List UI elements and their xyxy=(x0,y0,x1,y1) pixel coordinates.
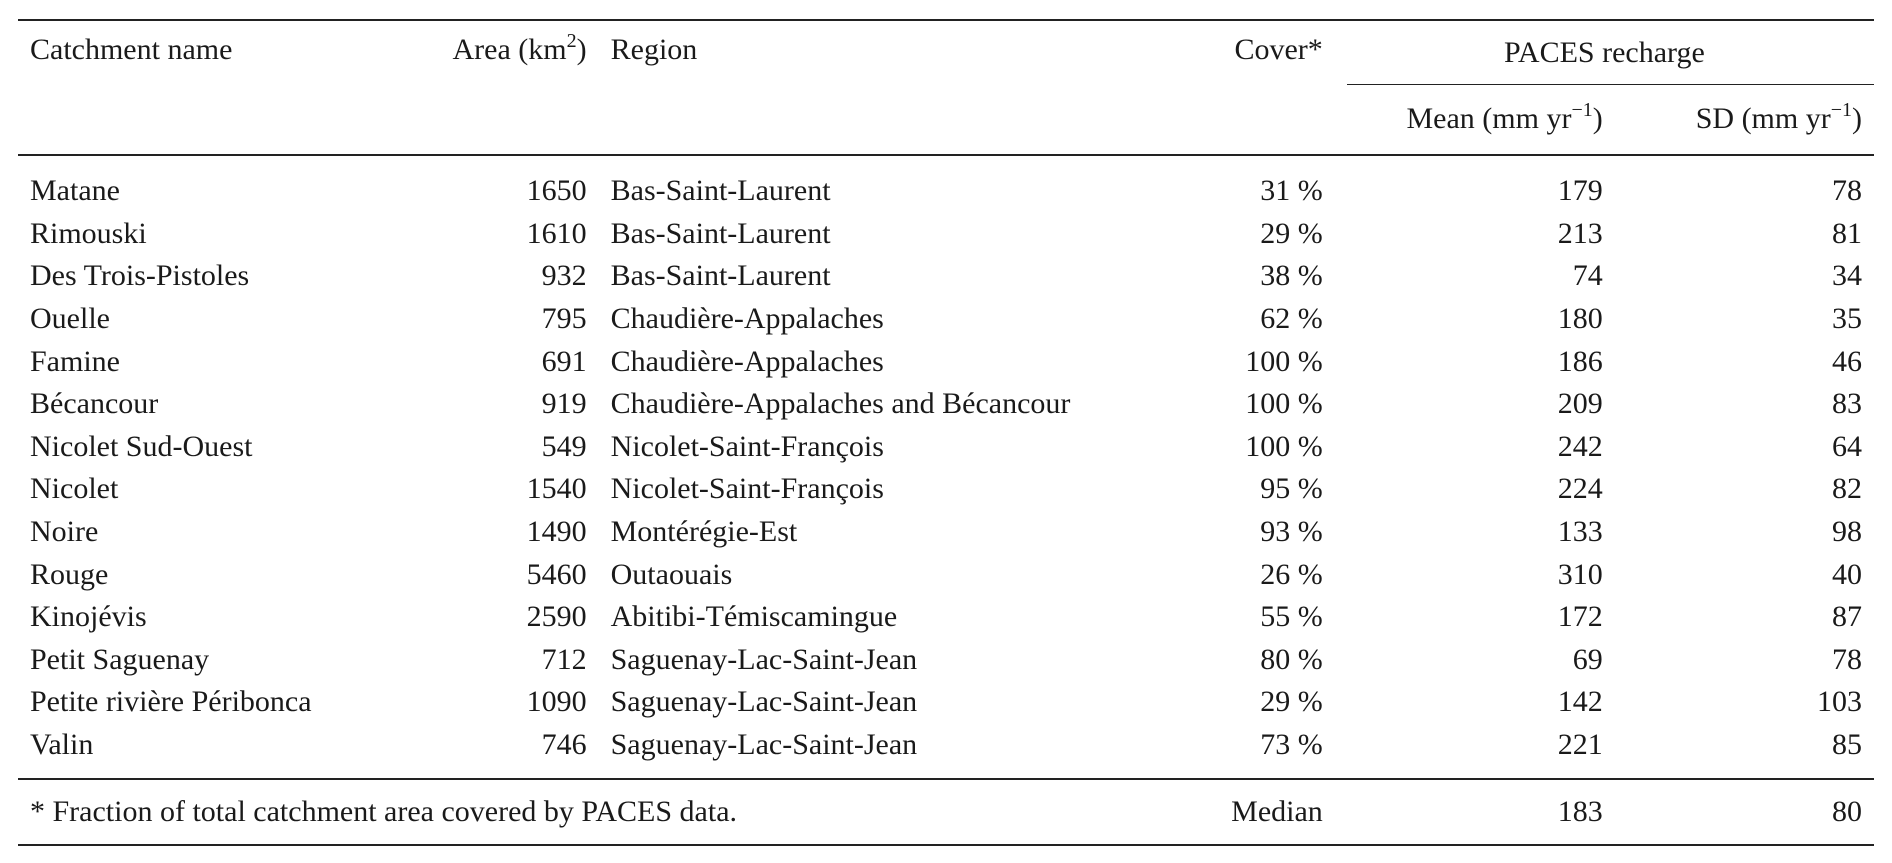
catchment-name-cell: Matane xyxy=(30,174,120,208)
table-row xyxy=(18,298,1874,341)
mean-recharge-cell: 142 xyxy=(1557,685,1603,719)
group-rule xyxy=(1347,84,1874,85)
sd-recharge-cell: 64 xyxy=(1832,429,1862,463)
area-cell: 1540 xyxy=(526,472,587,506)
region-cell: Saguenay-Lac-Saint-Jean xyxy=(610,685,918,719)
mean-recharge-cell: 179 xyxy=(1557,174,1603,208)
cover-cell: 100 % xyxy=(1245,429,1323,463)
mean-recharge-cell: 310 xyxy=(1557,557,1603,591)
catchment-name-cell: Kinojévis xyxy=(30,600,147,634)
mean-recharge-cell: 186 xyxy=(1557,344,1603,378)
sd-recharge-cell: 85 xyxy=(1832,728,1862,762)
header-region: Region xyxy=(610,33,698,66)
sd-recharge-cell: 34 xyxy=(1832,259,1862,293)
region-cell: Nicolet-Saint-François xyxy=(610,429,884,463)
table-row xyxy=(18,681,1874,724)
catchment-name-cell: Famine xyxy=(30,344,120,378)
area-cell: 549 xyxy=(541,429,587,463)
area-cell: 1490 xyxy=(526,515,587,549)
sd-recharge-cell: 81 xyxy=(1832,216,1862,250)
cover-cell: 26 % xyxy=(1260,557,1323,591)
region-cell: Bas-Saint-Laurent xyxy=(610,216,831,250)
sd-recharge-cell: 83 xyxy=(1832,387,1862,421)
area-cell: 746 xyxy=(541,728,587,762)
mean-recharge-cell: 209 xyxy=(1557,387,1603,421)
catchment-name-cell: Petite rivière Péribonca xyxy=(30,685,312,719)
table-row xyxy=(18,426,1874,469)
mean-recharge-cell: 242 xyxy=(1557,429,1603,463)
sd-recharge-cell: 46 xyxy=(1832,344,1862,378)
area-cell: 1610 xyxy=(526,216,587,250)
sd-recharge-cell: 78 xyxy=(1832,174,1862,208)
region-cell: Outaouais xyxy=(610,557,733,591)
table-row xyxy=(18,155,1874,213)
median-label: Median xyxy=(1231,795,1323,829)
cover-cell: 73 % xyxy=(1260,728,1323,762)
table-row xyxy=(18,468,1874,511)
cover-cell: 31 % xyxy=(1260,174,1323,208)
catchment-recharge-table xyxy=(18,19,1874,846)
header-cover: Cover* xyxy=(1234,33,1323,66)
table-row xyxy=(18,553,1874,596)
sd-recharge-cell: 82 xyxy=(1832,472,1862,506)
footnote: * Fraction of total catchment area covered by PACES data. xyxy=(30,795,738,829)
catchment-name-cell: Nicolet xyxy=(30,472,119,506)
table-footer xyxy=(18,779,1874,845)
region-cell: Bas-Saint-Laurent xyxy=(610,259,831,293)
region-cell: Saguenay-Lac-Saint-Jean xyxy=(610,642,918,676)
cover-cell: 55 % xyxy=(1260,600,1323,634)
region-cell: Chaudière-Appalaches xyxy=(610,344,884,378)
cover-cell: 80 % xyxy=(1260,642,1323,676)
catchment-name-cell: Nicolet Sud-Ouest xyxy=(30,429,253,463)
mean-recharge-cell: 69 xyxy=(1572,642,1603,676)
catchment-name-cell: Bécancour xyxy=(30,387,159,421)
table-row xyxy=(18,639,1874,682)
area-cell: 691 xyxy=(541,344,587,378)
catchment-name-cell: Rimouski xyxy=(30,216,147,250)
table-row xyxy=(18,340,1874,383)
table-row xyxy=(18,511,1874,554)
cover-cell: 38 % xyxy=(1260,259,1323,293)
region-cell: Chaudière-Appalaches and Bécancour xyxy=(610,387,1071,421)
catchment-name-cell: Rouge xyxy=(30,557,109,591)
cover-cell: 29 % xyxy=(1260,685,1323,719)
table-row xyxy=(18,213,1874,256)
region-cell: Chaudière-Appalaches xyxy=(610,302,884,336)
area-cell: 795 xyxy=(541,302,587,336)
sd-recharge-cell: 103 xyxy=(1817,685,1862,719)
header-catchment-name: Catchment name xyxy=(30,33,233,66)
mean-recharge-cell: 224 xyxy=(1557,472,1603,506)
sd-recharge-cell: 87 xyxy=(1832,600,1862,634)
header-paces-recharge: PACES recharge xyxy=(1335,20,1874,84)
table-row xyxy=(18,383,1874,426)
area-cell: 932 xyxy=(541,259,587,293)
sd-recharge-cell: 98 xyxy=(1832,515,1862,549)
cover-cell: 100 % xyxy=(1245,387,1323,421)
mean-recharge-cell: 74 xyxy=(1572,259,1603,293)
header-mean: Mean (mm $yr^{-1}$) xyxy=(1406,99,1603,135)
mean-recharge-cell: 221 xyxy=(1557,728,1603,762)
area-cell: 712 xyxy=(541,642,587,676)
sd-recharge-cell: 40 xyxy=(1832,557,1862,591)
cover-cell: 100 % xyxy=(1245,344,1323,378)
area-cell: 1090 xyxy=(526,685,587,719)
region-cell: Nicolet-Saint-François xyxy=(610,472,884,506)
catchment-name-cell: Valin xyxy=(30,728,94,762)
catchment-name-cell: Des Trois-Pistoles xyxy=(30,259,250,293)
area-cell: 5460 xyxy=(526,557,587,591)
cover-cell: 29 % xyxy=(1260,216,1323,250)
sd-recharge-cell: 78 xyxy=(1832,642,1862,676)
area-cell: 1650 xyxy=(526,174,587,208)
catchment-name-cell: Petit Saguenay xyxy=(30,642,210,676)
mean-recharge-cell: 180 xyxy=(1557,302,1603,336)
mean-recharge-cell: 133 xyxy=(1557,515,1603,549)
table-header xyxy=(18,20,1874,155)
region-cell: Saguenay-Lac-Saint-Jean xyxy=(610,728,918,762)
median-sd: 80 xyxy=(1832,795,1862,829)
table-row xyxy=(18,596,1874,639)
area-cell: 2590 xyxy=(526,600,587,634)
header-area: Area $(km^2)$ xyxy=(452,30,587,66)
table-row xyxy=(18,724,1874,780)
table-body xyxy=(18,155,1874,779)
catchment-name-cell: Noire xyxy=(30,515,99,549)
median-mean: 183 xyxy=(1557,795,1603,829)
mean-recharge-cell: 213 xyxy=(1557,216,1603,250)
sd-recharge-cell: 35 xyxy=(1832,302,1862,336)
catchment-name-cell: Ouelle xyxy=(30,302,110,336)
area-cell: 919 xyxy=(541,387,587,421)
mean-recharge-cell: 172 xyxy=(1557,600,1603,634)
region-cell: Bas-Saint-Laurent xyxy=(610,174,831,208)
header-sd: SD (mm $yr^{-1}$) xyxy=(1695,99,1862,135)
table-row xyxy=(18,255,1874,298)
cover-cell: 95 % xyxy=(1260,472,1323,506)
cover-cell: 62 % xyxy=(1260,302,1323,336)
cover-cell: 93 % xyxy=(1260,515,1323,549)
region-cell: Abitibi-Témiscamingue xyxy=(610,600,898,634)
region-cell: Montérégie-Est xyxy=(610,515,798,549)
